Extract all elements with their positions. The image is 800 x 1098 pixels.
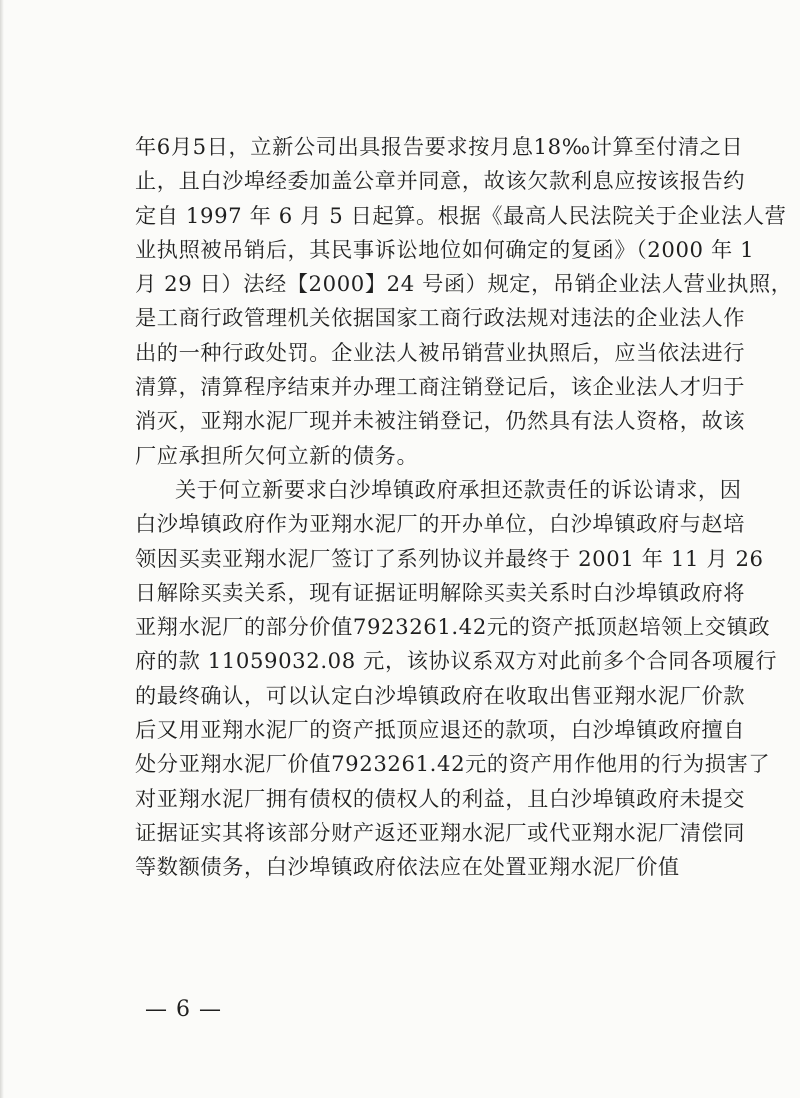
text-line: 等数额债务，白沙埠镇政府依法应在处置亚翔水泥厂价值 xyxy=(135,854,680,880)
text-line: 是工商行政管理机关依据国家工商行政法规对违法的企业法人作 xyxy=(135,305,746,331)
page-edge-shadow xyxy=(0,0,4,1098)
text-line: 领因买卖亚翔水泥厂签订了系列协议并最终于 2001 年 11 月 26 xyxy=(135,545,764,571)
text-line: 白沙埠镇政府作为亚翔水泥厂的开办单位，白沙埠镇政府与赵培 xyxy=(135,511,746,537)
text-line: 日解除买卖关系，现有证据证明解除买卖关系时白沙埠镇政府将 xyxy=(135,579,746,605)
text-line: 厂应承担所欠何立新的债务。 xyxy=(135,442,419,468)
text-line: 对亚翔水泥厂拥有债权的债权人的利益，且白沙埠镇政府未提交 xyxy=(135,785,746,811)
text-line: 消灭，亚翔水泥厂现并未被注销登记，仍然具有法人资格，故该 xyxy=(135,408,746,434)
text-line: 亚翔水泥厂的部分价值7923261.42元的资产抵顶赵培领上交镇政 xyxy=(135,614,771,640)
text-line: 处分亚翔水泥厂价值7923261.42元的资产用作他用的行为损害了 xyxy=(135,751,771,777)
text-line: 清算，清算程序结束并办理工商注销登记后，该企业法人才归于 xyxy=(135,374,746,400)
paragraph-start-line: 关于何立新要求白沙埠镇政府承担还款责任的诉讼请求，因 xyxy=(175,476,742,502)
document-body xyxy=(135,130,793,885)
text-line: 定自 1997 年 6 月 5 日起算。根据《最高人民法院关于企业法人营 xyxy=(135,202,787,228)
text-line: 后又用亚翔水泥厂的资产抵顶应退还的款项，白沙埠镇政府擅自 xyxy=(135,717,746,743)
text-line: 止，且白沙埠经委加盖公章并同意，故该欠款利息应按该报告约 xyxy=(135,168,746,194)
text-line: 出的一种行政处罚。企业法人被吊销营业执照后，应当依法进行 xyxy=(135,339,746,365)
page-number: — 6 — xyxy=(145,997,222,1022)
text-line: 证据证实其将该部分财产返还亚翔水泥厂或代亚翔水泥厂清偿同 xyxy=(135,819,746,845)
text-line: 的最终确认，可以认定白沙埠镇政府在收取出售亚翔水泥厂价款 xyxy=(135,682,746,708)
text-line: 业执照被吊销后，其民事诉讼地位如何确定的复函》（2000 年 1 xyxy=(135,236,755,262)
text-line: 府的款 11059032.08 元，该协议系双方对此前多个合同各项履行 xyxy=(135,648,778,674)
text-line: 年6月5日，立新公司出具报告要求按月息18‰计算至付清之日 xyxy=(135,134,744,159)
text-line: 月 29 日）法经【2000】24 号函）规定，吊销企业法人营业执照， xyxy=(135,271,793,297)
